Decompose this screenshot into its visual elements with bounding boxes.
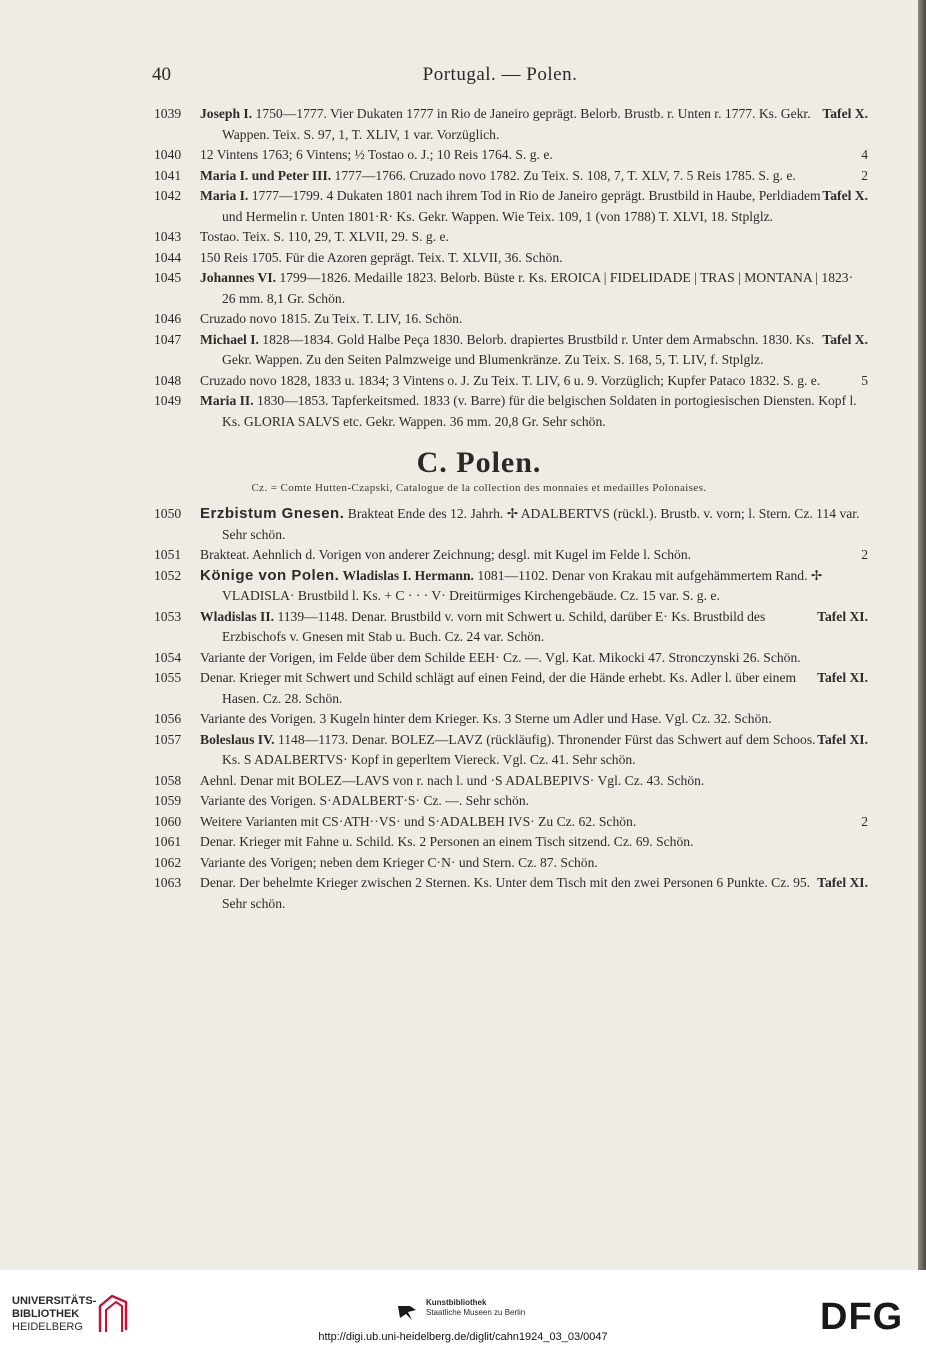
catalogue-entry xyxy=(0,104,918,145)
catalogue-entry xyxy=(0,371,918,392)
entry-body xyxy=(200,832,868,853)
page-number: 40 xyxy=(152,64,171,85)
entry-body xyxy=(200,709,868,730)
catalogue-entry xyxy=(0,709,918,730)
catalogue-entry xyxy=(0,248,918,269)
entry-ruler: Michael I. xyxy=(200,331,259,347)
catalogue-entry xyxy=(0,648,918,669)
entry-body xyxy=(200,104,868,145)
entry-description: Cruzado novo 1815. Zu Teix. T. LIV, 16. Schön. xyxy=(200,311,463,326)
entry-description: 1799—1826. Medaille 1823. Belorb. Büste r. Ks. EROICA | FIDELIDADE | TRAS | MONTANA | 1823· 26 mm. 8,1 Gr. Schön. xyxy=(222,270,854,306)
entry-number: 1055 xyxy=(154,670,182,685)
entry-ruler: Wladislas II. xyxy=(200,608,275,624)
portugal-entries xyxy=(0,104,918,432)
entry-number: 1051 xyxy=(154,547,182,562)
catalogue-entry xyxy=(0,545,918,566)
entry-number: 1040 xyxy=(154,147,182,162)
entry-body xyxy=(200,730,868,771)
catalogue-entry xyxy=(0,566,918,607)
entry-body xyxy=(200,648,868,669)
catalogue-entry xyxy=(0,771,918,792)
entry-description: 1148—1173. Denar. BOLEZ—LAVZ (rückläufig). Thronender Fürst das Schwert auf dem Schoos. Ks. S ADALBERTVS· Kopf in geperltem Viereck. Vgl. Cz. 41. Sehr schön. xyxy=(222,731,816,767)
catalogue-entry xyxy=(0,607,918,648)
entry-body xyxy=(200,504,868,545)
entry-description: Variante der Vorigen, im Felde über dem Schilde EEH· Cz. —. Vgl. Kat. Mikocki 47. Stronczynski 26. Schön. xyxy=(200,649,801,665)
entry-body xyxy=(200,791,868,812)
entry-description: Tostao. Teix. S. 110, 29, T. XLVII, 29. S. g. e. xyxy=(200,229,449,244)
entry-body xyxy=(200,268,868,309)
entry-number: 1039 xyxy=(154,106,182,121)
entry-plate-ref: Tafel XI. xyxy=(817,608,868,624)
catalogue-entry xyxy=(0,668,918,709)
footer xyxy=(0,1270,926,1346)
ub-line-3: HEIDELBERG xyxy=(12,1321,83,1333)
entry-plate-ref: 4 xyxy=(861,147,868,162)
page-edge xyxy=(918,0,926,1270)
entry-description: 1828—1834. Gold Halbe Peça 1830. Belorb. drapiertes Brustbild r. Unter dem Armabschn. 1830. Ks. Gekr. Wappen. Zu den Seiten Palmzweige und Blumenkränze. Zu Teix. S. 168, 5, T. LIV, f. Stplglz. xyxy=(222,331,815,367)
entry-description: Denar. Der behelmte Krieger zwischen 2 Sternen. Ks. Unter dem Tisch mit den zwei Personen 6 Punkte. Cz. 95. Sehr schön. xyxy=(200,875,811,911)
source-url[interactable]: http://digi.ub.uni-heidelberg.de/diglit/cahn1924_03_03/0047 xyxy=(318,1331,608,1343)
entry-description: Aehnl. Denar mit BOLEZ—LAVS von r. nach l. und ·S ADALBEPIVS· Vgl. Cz. 43. Schön. xyxy=(200,772,705,788)
page-title: Portugal. — Polen. xyxy=(422,64,578,85)
catalogue-entry xyxy=(0,791,918,812)
entry-body xyxy=(200,566,868,607)
catalogue-entry xyxy=(0,391,918,432)
catalogue-entry xyxy=(0,853,918,874)
entry-body xyxy=(200,371,868,392)
entry-ruler: Boleslaus IV. xyxy=(200,731,275,747)
entry-body xyxy=(200,545,868,566)
section-note: Cz. = Comte Hutten-Czapski, Catalogue de la collection des monnaies et medailles Polonaises. xyxy=(251,482,707,494)
kb-line-2: Staatliche Museen zu Berlin xyxy=(426,1308,526,1317)
entry-section-heading: Erzbistum Gnesen. xyxy=(200,505,345,522)
ub-line-1: UNIVERSITÄTS- xyxy=(12,1295,97,1307)
kunstbibliothek-text xyxy=(426,1298,525,1318)
entry-ruler: Maria II. xyxy=(200,393,254,408)
entry-description: 1139—1148. Denar. Brustbild v. vorn mit Schwert u. Schild, darüber E· Ks. Brustbild des Erzbischofs v. Gnesen mit Stab u. Buch. Cz. 24 var. Schön. xyxy=(222,608,766,644)
entry-plate-ref: 2 xyxy=(861,167,868,183)
entry-plate-ref: 2 xyxy=(861,813,868,829)
entry-description: 1830—1853. Tapferkeitsmed. 1833 (v. Barre) für die belgischen Soldaten in portogiesischen Diensten. Kopf l. Ks. GLORIA SALVS etc. Gekr. Wappen. 36 mm. 20,8 Gr. Sehr schön. xyxy=(222,393,857,429)
ub-heidelberg-logo-icon xyxy=(96,1292,130,1334)
entry-plate-ref: Tafel XI. xyxy=(817,875,868,890)
catalogue-entry xyxy=(0,330,918,371)
catalogue-entries xyxy=(0,104,918,914)
catalogue-entry xyxy=(0,227,918,248)
kb-line-1: Kunstbibliothek xyxy=(426,1298,487,1307)
entry-description: Variante des Vorigen; neben dem Krieger C·N· und Stern. Cz. 87. Schön. xyxy=(200,854,598,870)
catalogue-entry xyxy=(0,145,918,166)
entry-description: 1081—1102. Denar von Krakau mit aufgehämmertem Rand. ✢ VLADISLA· Brustbild l. Ks. + C · · · V· Dreitürmiges Kirchengebäude. Cz. 15 var. S. g. e. xyxy=(222,567,823,603)
entry-plate-ref: Tafel X. xyxy=(822,106,868,121)
entry-plate-ref: Tafel X. xyxy=(822,188,868,203)
entry-description: 1750—1777. Vier Dukaten 1777 in Rio de Janeiro geprägt. Belorb. Brustb. r. Unten r. 1777. Ks. Gekr. Wappen. Teix. S. 97, 1, T. XLIV, 1 var. Vorzüglich. xyxy=(222,106,811,142)
ub-line-2: BIBLIOTHEK xyxy=(12,1308,80,1320)
entry-description: Cruzado novo 1828, 1833 u. 1834; 3 Vintens o. J. Zu Teix. T. LIV, 6 u. 9. Vorzüglich; Kupfer Pataco 1832. S. g. e. xyxy=(200,372,821,388)
entry-number: 1044 xyxy=(154,249,182,265)
entry-number: 1062 xyxy=(154,854,182,870)
entry-number: 1049 xyxy=(154,393,182,408)
catalogue-entry xyxy=(0,832,918,853)
entry-description: 12 Vintens 1763; 6 Vintens; ½ Tostao o. J.; 10 Reis 1764. S. g. e. xyxy=(200,147,553,162)
entry-number: 1052 xyxy=(154,567,182,583)
entry-body xyxy=(200,607,868,648)
entry-number: 1041 xyxy=(154,167,182,183)
entry-number: 1058 xyxy=(154,772,182,788)
ub-heidelberg-text xyxy=(12,1295,96,1334)
entry-number: 1056 xyxy=(154,711,182,726)
entry-body xyxy=(200,309,868,330)
page-header xyxy=(150,64,850,92)
entry-plate-ref: Tafel X. xyxy=(822,331,868,347)
dfg-logo: DFG xyxy=(820,1296,904,1338)
entry-body xyxy=(200,145,868,166)
entry-number: 1061 xyxy=(154,834,182,849)
entry-description: 1777—1799. 4 Dukaten 1801 nach ihrem Tod in Rio de Janeiro geprägt. Brustbild in Haube, Perldiadem und Hermelin r. Unten 1801·R· Ks. Gekr. Wappen. Wie Teix. 109, 1 (von 1788) T. XLVI, 18. Stplglz. xyxy=(222,188,821,224)
entry-number: 1043 xyxy=(154,229,182,244)
entry-ruler: Joseph I. xyxy=(200,106,253,121)
entry-description: Brakteat. Aehnlich d. Vorigen von anderer Zeichnung; desgl. mit Kugel im Felde l. Schön. xyxy=(200,547,692,562)
entry-number: 1060 xyxy=(154,813,182,829)
entry-number: 1053 xyxy=(154,608,182,624)
catalogue-entry xyxy=(0,186,918,227)
catalogue-entry xyxy=(0,309,918,330)
entry-body xyxy=(200,227,868,248)
entry-description: Variante des Vorigen. S·ADALBERT·S· Cz. —. Sehr schön. xyxy=(200,793,530,808)
entry-body xyxy=(200,391,868,432)
entry-body xyxy=(200,186,868,227)
kunstbibliothek-logo-icon xyxy=(396,1300,420,1324)
entry-body xyxy=(200,853,868,874)
entry-description: Variante des Vorigen. 3 Kugeln hinter dem Krieger. Ks. 3 Sterne um Adler und Hase. Vgl. Cz. 32. Schön. xyxy=(200,711,772,726)
entry-number: 1042 xyxy=(154,188,182,203)
polen-entries xyxy=(0,504,918,914)
catalogue-entry xyxy=(0,812,918,833)
entry-number: 1057 xyxy=(154,731,182,747)
entry-ruler: Wladislas I. Hermann. xyxy=(339,567,474,583)
entry-number: 1045 xyxy=(154,270,182,285)
entry-number: 1059 xyxy=(154,793,182,808)
entry-plate-ref: Tafel XI. xyxy=(817,670,868,685)
section-title: C. Polen. xyxy=(416,446,542,479)
entry-description: 150 Reis 1705. Für die Azoren geprägt. Teix. T. XLVII, 36. Schön. xyxy=(200,249,563,265)
entry-ruler: Maria I. xyxy=(200,188,249,203)
entry-ruler: Johannes VI. xyxy=(200,270,277,285)
entry-description: 1777—1766. Cruzado novo 1782. Zu Teix. S. 108, 7, T. XLV, 7. 5 Reis 1785. S. g. e. xyxy=(331,167,796,183)
entry-number: 1048 xyxy=(154,372,182,388)
entry-number: 1047 xyxy=(154,331,182,347)
entry-plate-ref: 5 xyxy=(861,372,868,388)
catalogue-entry xyxy=(0,873,918,914)
entry-description: Denar. Krieger mit Fahne u. Schild. Ks. 2 Personen an einem Tisch sitzend. Cz. 69. Schön. xyxy=(200,834,694,849)
catalogue-entry xyxy=(0,730,918,771)
entry-ruler: Maria I. und Peter III. xyxy=(200,167,332,183)
entry-body xyxy=(200,166,868,187)
entry-description: Weitere Varianten mit CS·ATH··VS· und S·ADALBEH IVS· Zu Cz. 62. Schön. xyxy=(200,813,637,829)
entry-plate-ref: 2 xyxy=(861,547,868,562)
entry-body xyxy=(200,873,868,914)
entry-body xyxy=(200,771,868,792)
entry-description: Denar. Krieger mit Schwert und Schild schlägt auf einen Feind, der die Hände erhebt. Ks. Adler l. über einem Hasen. Cz. 28. Schön. xyxy=(200,670,797,706)
entry-number: 1046 xyxy=(154,311,182,326)
entry-body xyxy=(200,812,868,833)
entry-number: 1054 xyxy=(154,649,182,665)
entry-description: Brakteat Ende des 12. Jahrh. ✢ ADALBERTVS (rückl.). Brustb. v. vorn; l. Stern. Cz. 114 var. Sehr schön. xyxy=(222,506,860,542)
catalogue-entry xyxy=(0,504,918,545)
entry-body xyxy=(200,330,868,371)
entry-number: 1063 xyxy=(154,875,182,890)
entry-section-heading: Könige von Polen. xyxy=(200,566,340,584)
catalogue-entry xyxy=(0,166,918,187)
entry-plate-ref: Tafel XI. xyxy=(817,731,868,747)
entry-body xyxy=(200,668,868,709)
entry-number: 1050 xyxy=(154,506,182,521)
entry-body xyxy=(200,248,868,269)
catalogue-entry xyxy=(0,268,918,309)
